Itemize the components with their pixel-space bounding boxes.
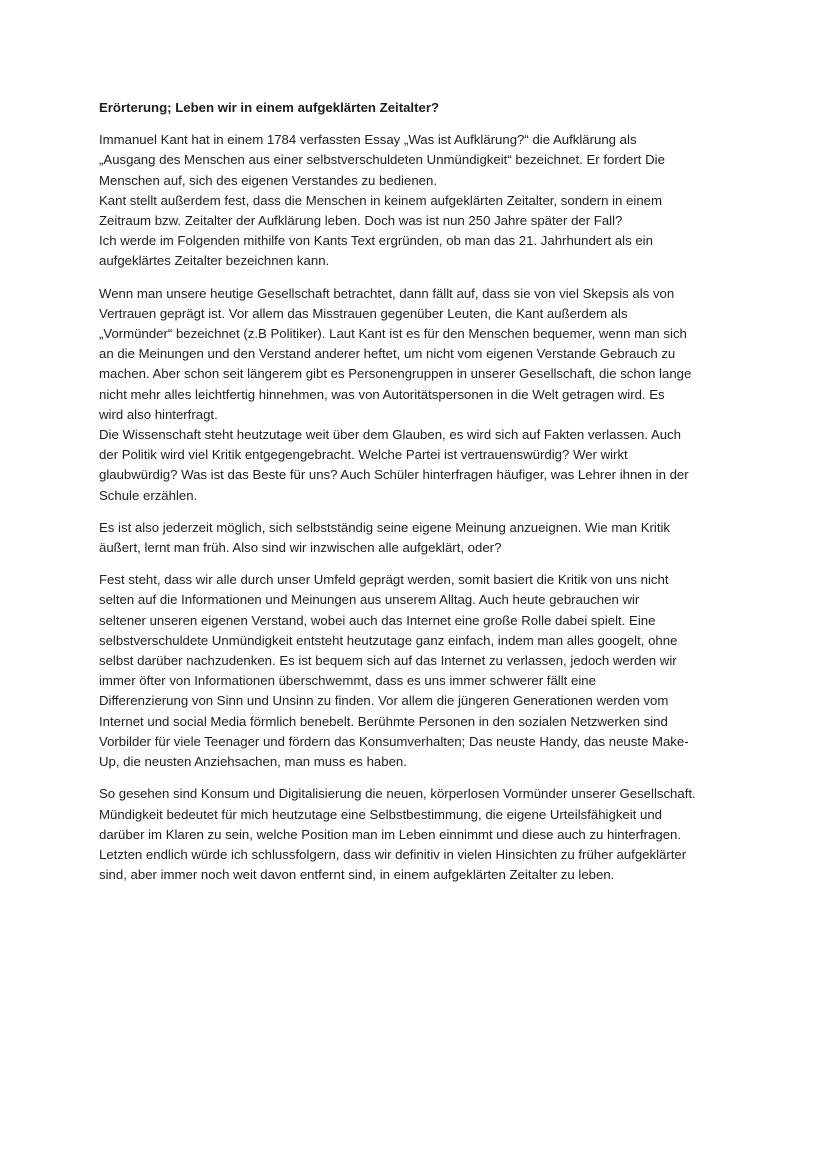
text-line: Internet und social Media förmlich benebelt. Berühmte Personen in den sozialen Netzwerken sind <box>99 713 668 729</box>
text-line: Vertrauen geprägt ist. Vor allem das Misstrauen gegenüber Leuten, die Kant außerdem als <box>99 305 628 321</box>
text-line: selbst darüber nachzudenken. Es ist bequem sich auf das Internet zu verlassen, jedoch werden wir <box>99 653 677 669</box>
paragraph-3 <box>99 518 739 558</box>
text-line: „Ausgang des Menschen aus einer selbstverschuldeten Unmündigkeit“ bezeichnet. Er fordert Die <box>99 152 665 168</box>
text-line: selten auf die Informationen und Meinungen aus unserem Alltag. Auch heute gebrauchen wir <box>99 592 640 608</box>
text-line: nicht mehr alles leichtfertig hinnehmen, was von Autoritätspersonen in die Welt getragen wird. Es <box>99 386 665 402</box>
text-line: Mündigkeit bedeutet für mich heutzutage eine Selbstbestimmung, die eigene Urteilsfähigkeit und <box>99 806 663 822</box>
document-body <box>99 98 739 897</box>
text-line: Die Wissenschaft steht heutzutage weit über dem Glauben, es wird sich auf Fakten verlassen. Auch <box>99 427 682 443</box>
paragraph-1 <box>99 130 739 271</box>
text-line: wird also hinterfragt. <box>99 406 218 422</box>
text-line: immer öfter von Informationen überschwemmt, dass es uns immer schwerer fällt eine <box>99 673 596 689</box>
text-line: glaubwürdig? Was ist das Beste für uns? Auch Schüler hinterfragen häufiger, was Lehrer ihnen in der <box>99 467 689 483</box>
text-line: der Politik wird viel Kritik entgegengebracht. Welche Partei ist vertrauenswürdig? Wer wirkt <box>99 447 628 463</box>
text-line: Fest steht, dass wir alle durch unser Umfeld geprägt werden, somit basiert die Kritik von uns nicht <box>99 572 669 588</box>
text-line: Up, die neusten Anziehsachen, man muss es haben. <box>99 754 407 770</box>
text-line: Wenn man unsere heutige Gesellschaft betrachtet, dann fällt auf, dass sie von viel Skepsis als von <box>99 285 675 301</box>
paragraph-4 <box>99 570 739 772</box>
document-title: Erörterung; Leben wir in einem aufgeklärten Zeitalter? <box>99 100 440 115</box>
text-line: darüber im Klaren zu sein, welche Position man im Leben einnimmt und diese auch zu hinterfragen. <box>99 826 682 842</box>
text-line: äußert, lernt man früh. Also sind wir inzwischen alle aufgeklärt, oder? <box>99 540 502 556</box>
text-line: Letzten endlich würde ich schlussfolgern, dass wir definitiv in vielen Hinsichten zu früher aufgeklärter <box>99 846 687 862</box>
text-line: selbstverschuldete Unmündigkeit entsteht heutzutage ganz einfach, indem man alles googelt, ohne <box>99 632 678 648</box>
text-line: Ich werde im Folgenden mithilfe von Kants Text ergründen, ob man das 21. Jahrhundert als ein <box>99 233 653 249</box>
text-line: aufgeklärtes Zeitalter bezeichnen kann. <box>99 253 330 269</box>
text-line: „Vormünder“ bezeichnet (z.B Politiker). Laut Kant ist es für den Menschen bequemer, wenn man sich <box>99 326 687 342</box>
paragraph-5 <box>99 784 739 885</box>
text-line: Schule erzählen. <box>99 487 198 503</box>
text-line: Menschen auf, sich des eigenen Verstandes zu bedienen. <box>99 172 437 188</box>
text-line: So gesehen sind Konsum und Digitalisierung die neuen, körperlosen Vormünder unserer Gesellschaft. <box>99 786 696 802</box>
text-line: Vorbilder für viele Teenager und fördern das Konsumverhalten; Das neuste Handy, das neuste Make- <box>99 733 689 749</box>
text-line: Immanuel Kant hat in einem 1784 verfassten Essay „Was ist Aufklärung?“ die Aufklärung als <box>99 132 637 148</box>
text-line: Es ist also jederzeit möglich, sich selbstständig seine eigene Meinung anzueignen. Wie man Kritik <box>99 519 671 535</box>
text-line: Kant stellt außerdem fest, dass die Menschen in keinem aufgeklärten Zeitalter, sondern in einem <box>99 192 662 208</box>
text-line: seltener unseren eigenen Verstand, wobei auch das Internet eine große Rolle dabei spielt. Eine <box>99 612 656 628</box>
text-line: sind, aber immer noch weit davon entfernt sind, in einem aufgeklärten Zeitalter zu leben. <box>99 867 615 883</box>
text-line: Differenzierung von Sinn und Unsinn zu finden. Vor allem die jüngeren Generationen werden vom <box>99 693 669 709</box>
text-line: machen. Aber schon seit längerem gibt es Personengruppen in unserer Gesellschaft, die schon lange <box>99 366 692 382</box>
paragraph-list <box>99 130 739 885</box>
text-line: Zeitraum bzw. Zeitalter der Aufklärung leben. Doch was ist nun 250 Jahre später der Fall? <box>99 213 623 229</box>
paragraph-2 <box>99 284 739 506</box>
text-line: an die Meinungen und den Verstand anderer heftet, um nicht vom eigenen Verstande Gebrauch zu <box>99 346 676 362</box>
